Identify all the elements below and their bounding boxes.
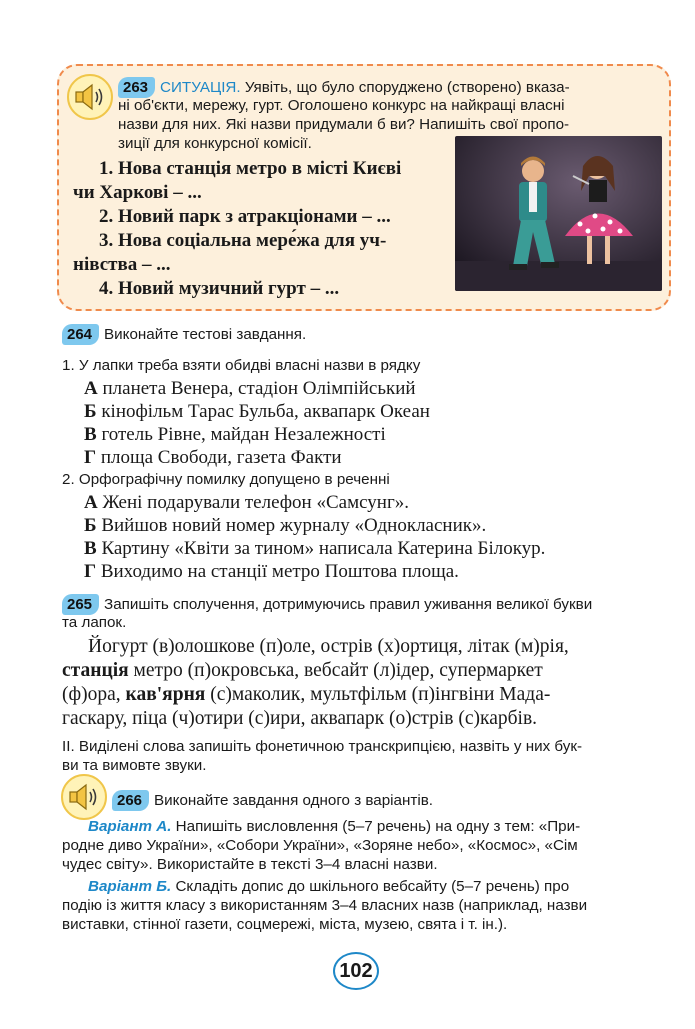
- ex265-task2-2: ви та вимовте звуки.: [62, 757, 207, 774]
- variant-a-line-3: чудес світу». Використайте в тексті 3–4 власні назви.: [62, 856, 438, 873]
- ex263-item-1: 1. Нова станція метро в місті Києві: [99, 158, 402, 179]
- ex266-title: Виконайте завдання одного з варіантів.: [154, 792, 433, 809]
- ex265-para-3: (ф)ора, кав'ярня (с)маколик, мультфільм (п)інгвіни Мада-: [62, 684, 551, 705]
- ex264-header: [62, 324, 306, 345]
- variant-b-line-1: Варіант Б. Складіть допис до шкільного вебсайту (5–7 речень) про: [88, 878, 570, 895]
- ex265-para-1: Йогурт (в)олошкове (п)оле, острів (х)ортиця, літак (м)рія,: [88, 636, 569, 657]
- exercise-number: 264: [62, 324, 99, 345]
- ex265-header: [62, 594, 672, 615]
- ex264-title: Виконайте тестові завдання.: [104, 326, 307, 343]
- ex265-title-1: Запишіть сполучення, дотримуючись правил уживання великої букви: [104, 596, 593, 613]
- ex263-item-2: 2. Новий парк з атракціонами – ...: [99, 206, 391, 227]
- ex263-item-4: 4. Новий музичний гурт – ...: [99, 278, 340, 299]
- performers-photo: [455, 136, 662, 291]
- exercise-number: 266: [112, 790, 149, 811]
- variant-a-line-1: Варіант А. Напишіть висловлення (5–7 речень) на одну з тем: «При-: [88, 818, 581, 835]
- ex263-item-3b: нівства – ...: [73, 254, 171, 275]
- ex263-item-1b: чи Харкові – ...: [73, 182, 202, 203]
- ex263-line-1: Уявіть, що було споруджено (створено) вказа-: [244, 79, 570, 96]
- ex263-item-3: 3. Нова соціальна мере́жа для уч-: [99, 230, 387, 251]
- ex265-para-2: станція метро (п)окровська, вебсайт (л)ідер, супермаркет: [62, 660, 543, 681]
- ex263-line-2: ні об'єкти, мережу, гурт. Оголошено конкурс на найкращі власні: [118, 97, 565, 114]
- ex266-header: [112, 790, 433, 811]
- ex263-line-3: назви для них. Які назви придумали б ви? Напишіть свої пропо-: [118, 116, 570, 133]
- q1-option-d: Г площа Свободи, газета Факти: [84, 447, 342, 468]
- q2-option-d: Г Виходимо на станції метро Поштова площа.: [84, 561, 459, 582]
- q1-option-b: Б кінофільм Тарас Бульба, аквапарк Океан: [84, 401, 430, 422]
- q1-option-a: А планета Венера, стадіон Олімпійський: [84, 378, 416, 399]
- q2-option-a: А Жені подарували телефон «Самсунг».: [84, 492, 409, 513]
- audio-speaker-icon[interactable]: [67, 74, 113, 120]
- ex264-q2: 2. Орфографічну помилку допущено в реченні: [62, 471, 390, 488]
- variant-a-line-2: родне диво України», «Собори України», «Зоряне небо», «Космос», «Сім: [62, 837, 578, 854]
- q2-option-b: Б Вийшов новий номер журналу «Однокласник».: [84, 515, 487, 536]
- ex263-line-4: зиції для конкурсної комісії.: [118, 135, 312, 152]
- variant-b-line-2: подію із життя класу з використанням 3–4 власних назв (наприклад, назви: [62, 897, 588, 914]
- q2-option-c: В Картину «Квіти за тином» написала Катерина Білокур.: [84, 538, 546, 559]
- page-number: 102: [333, 952, 379, 990]
- q1-option-c: В готель Рівне, майдан Незалежності: [84, 424, 386, 445]
- ex265-para-4: гаскару, піца (ч)отири (с)ири, аквапарк (о)стрів (с)карбів.: [62, 708, 538, 729]
- situation-label: СИТУАЦІЯ.: [160, 79, 241, 96]
- exercise-number: 263: [118, 77, 155, 98]
- ex265-task2-1: ІІ. Виділені слова запишіть фонетичною транскрипцією, назвіть у них бук-: [62, 738, 583, 755]
- audio-speaker-icon[interactable]: [61, 774, 107, 820]
- ex264-q1: 1. У лапки треба взяти обидві власні назви в рядку: [62, 357, 421, 374]
- exercise-number: 265: [62, 594, 99, 615]
- variant-b-line-3: виставки, стінної газети, соцмережі, міста, музею, свята і т. ін.).: [62, 916, 508, 933]
- ex263-header: [118, 77, 658, 98]
- ex265-title-2: та лапок.: [62, 614, 127, 631]
